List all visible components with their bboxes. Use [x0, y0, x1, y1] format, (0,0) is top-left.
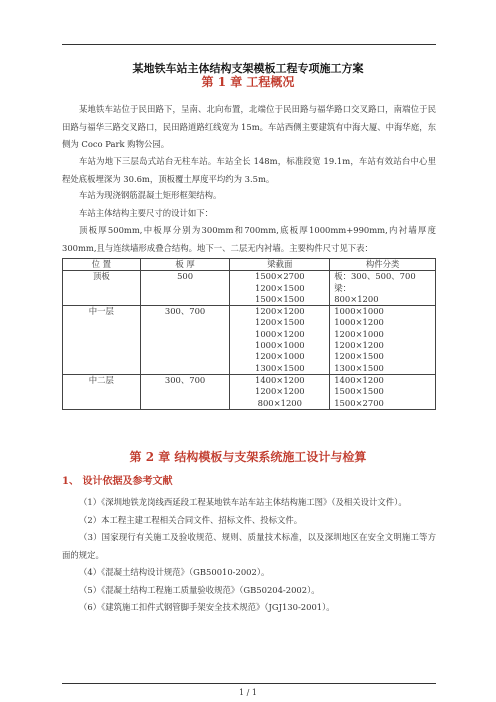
table-row	[63, 374, 436, 409]
header-category: 构件分类	[330, 259, 436, 271]
category-line: 1200×1000	[334, 328, 384, 339]
footer-rule	[62, 683, 436, 684]
reference-item: （6）《建筑施工扣件式钢管脚手架安全技术规范》（JGJ130-2001）。	[79, 602, 335, 612]
cell-thickness: 300、700	[140, 306, 230, 375]
category-line: 梁：	[334, 282, 351, 293]
beam-size: 1000×1000	[254, 340, 305, 351]
beam-size: 1200×1000	[254, 351, 305, 362]
cell-category	[330, 271, 436, 306]
beam-size: 1200×1500	[254, 317, 305, 328]
header-thickness: 板 厚	[140, 259, 230, 271]
beam-size: 1200×1200	[254, 386, 305, 397]
reference-item: （3）国家现行有关施工及验收规范、规则、质量技术标准，以及深圳地区在安全文明施工等方面的规定。	[62, 532, 436, 560]
cell-thickness: 500	[140, 271, 230, 306]
table-row	[63, 271, 436, 306]
cell-category	[330, 374, 436, 409]
category-line: 800×1200	[334, 293, 379, 304]
category-line: 板：300、500、700	[334, 271, 416, 282]
table-row	[63, 306, 436, 375]
cell-beams	[230, 306, 330, 375]
header-rule	[62, 44, 436, 45]
beam-size: 1500×1500	[254, 293, 305, 304]
beam-size: 1200×1200	[254, 306, 305, 317]
category-line: 1000×1200	[334, 317, 384, 328]
cell-position: 中一层	[63, 306, 141, 375]
cell-category	[330, 306, 436, 375]
beam-size: 1500×2700	[254, 271, 305, 282]
page-number: 1 / 1	[239, 688, 257, 697]
reference-item: （5）《混凝土结构工程施工质量验收规范》（GB50204-2002）。	[79, 584, 320, 595]
paragraph-structure: 车站为现浇钢筋混凝土矩形框架结构。	[79, 190, 222, 200]
category-line: 1200×1200	[334, 340, 384, 351]
beam-size: 1300×1500	[254, 362, 305, 373]
category-line: 1500×1500	[334, 386, 384, 397]
beam-size: 1200×1500	[254, 282, 305, 293]
category-line: 1400×1200	[334, 374, 384, 385]
header-beam-section: 梁截面	[230, 259, 330, 271]
beam-size: 800×1200	[257, 397, 302, 408]
beam-size: 1400×1200	[254, 374, 305, 385]
beam-size: 1000×1200	[254, 328, 305, 339]
cell-beams	[230, 271, 330, 306]
chapter-1-heading: 第 1 章 工程概况	[201, 75, 295, 89]
component-size-table	[62, 258, 436, 410]
paragraph-location: 某地铁车站位于民田路下，呈南、北向布置，北端位于民田路与福华路口交叉路口，南端位于民田路与福华三路交叉路口，民田路道路红线宽为 15m。车站西侧主要建筑有中海大厦、中海华庭，东侧为 Coco Park 购物公园。	[62, 104, 436, 149]
chapter-2-heading: 第 2 章 结构模板与支架系统施工设计与检算	[129, 450, 367, 464]
reference-item: （1）《深圳地铁龙岗线西延段工程某地铁车站车站主体结构施工图》（及相关设计文件）。	[79, 497, 407, 507]
cell-position: 中二层	[63, 374, 141, 409]
reference-list	[62, 494, 436, 617]
paragraph-design-intro: 车站主体结构主要尺寸的设计如下：	[79, 208, 213, 218]
document-title: 某地铁车站主体结构支架模板工程专项施工方案	[132, 62, 364, 75]
table-header-row	[63, 259, 436, 271]
category-line: 1300×1500	[334, 362, 384, 373]
paragraph-thickness: 顶板厚500mm,中板厚分别为300mm和700mm,底板厚1000mm+990mm,内衬墙厚度300mm,且与连续墙形成叠合结构。地下一、二层无内衬墙。主要构件尺寸见下表：	[62, 225, 436, 253]
header-position: 位 置	[63, 259, 141, 271]
cell-beams	[230, 374, 330, 409]
cell-position: 顶板	[63, 271, 141, 306]
cell-thickness: 300、700	[140, 374, 230, 409]
reference-item: （4）《混凝土结构设计规范》（GB50010-2002）。	[79, 567, 270, 577]
category-line: 1500×2700	[334, 397, 384, 408]
section-1-heading: 1、 设计依据及参考文献	[62, 476, 173, 487]
reference-item: （2）本工程主建工程相关合同文件、招标文件、投标文件。	[79, 514, 303, 525]
paragraph-dimensions: 车站为地下三层岛式站台无柱车站。车站全长 148m，标准段宽 19.1m，车站有效站台中心里程处底板埋深为 30.6m，顶板覆土厚度平均约为 3.5m。	[62, 156, 436, 184]
category-line: 1000×1000	[334, 306, 384, 317]
category-line: 1200×1500	[334, 351, 384, 362]
